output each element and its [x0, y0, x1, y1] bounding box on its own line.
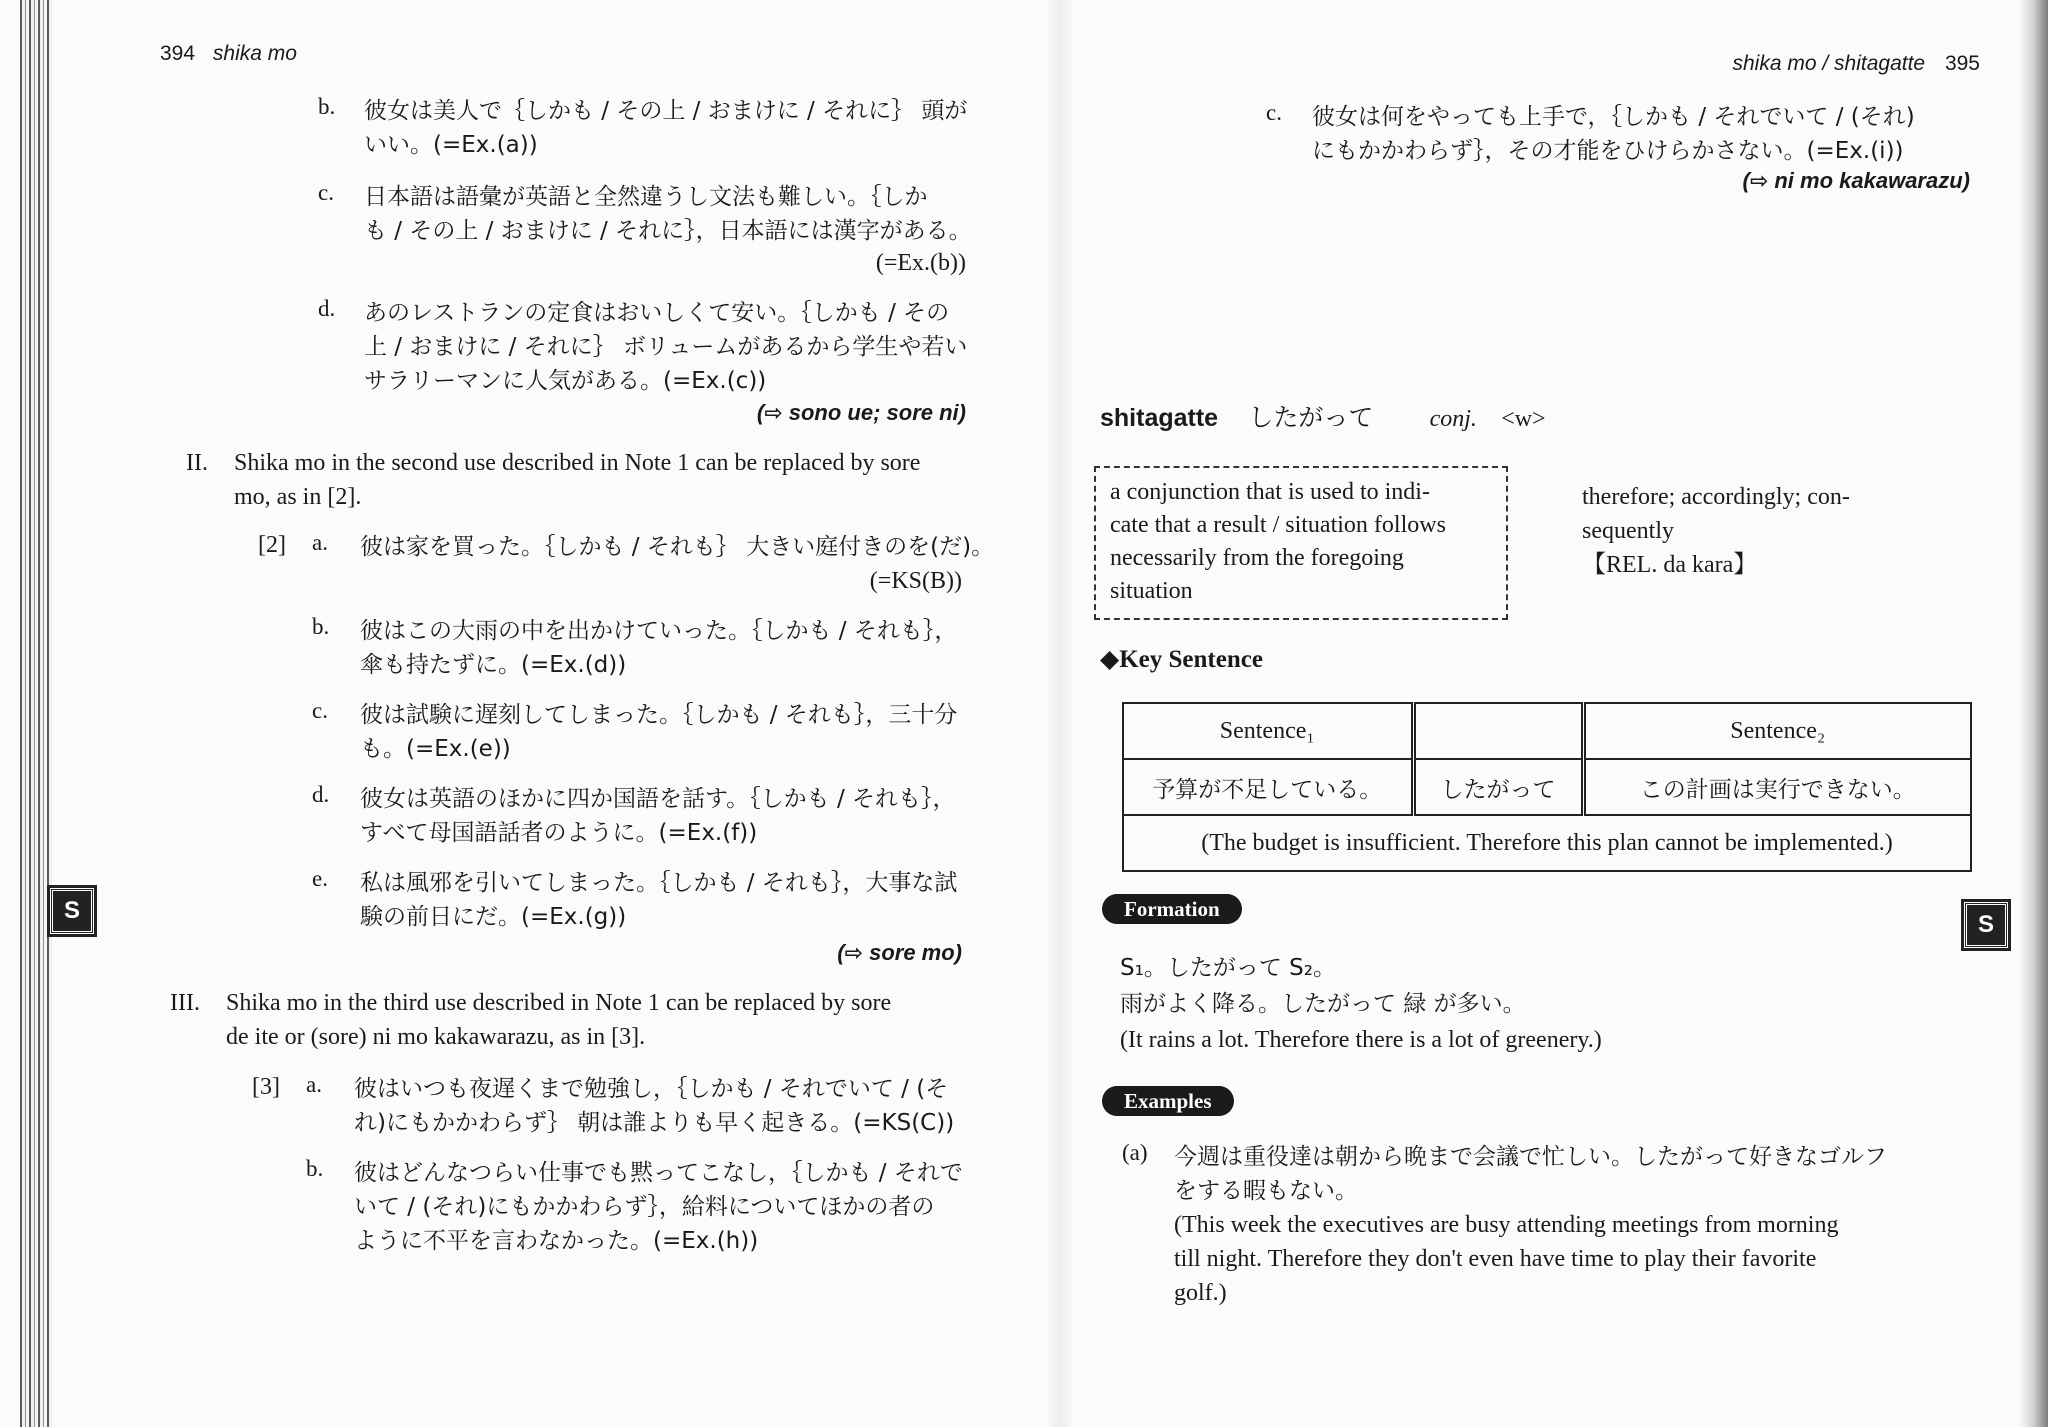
example-sentence: [360, 698, 957, 766]
example-line: 傘も持たずに。(=Ex.(d)): [360, 652, 627, 678]
example-ref: (=KS(B)): [869, 568, 962, 594]
example-label: (a): [1122, 1140, 1148, 1165]
right-page-header: [1620, 52, 1980, 76]
note-numeral: III.: [170, 990, 200, 1016]
formation-pattern: S₁。したがって S₂。: [1120, 955, 1336, 981]
example-line: 私は風邪を引いてしまった。｛しかも / それも｝，大事な試: [360, 870, 958, 896]
note-numeral: II.: [186, 450, 208, 476]
examples-label: Examples: [1102, 1086, 1234, 1116]
example-line: あのレストランの定食はおいしくて安い。｛しかも / その: [364, 300, 950, 326]
example-sentence: [354, 1156, 963, 1258]
example-sentence: [360, 614, 957, 682]
example-line: 験の前日にだ。(=Ex.(g)): [360, 904, 627, 930]
item-label: b.: [318, 94, 336, 119]
table-cell: 予算が不足している。: [1123, 759, 1413, 815]
entry-heading: [1100, 398, 1546, 434]
note-text: [234, 446, 974, 514]
section-tab: S: [50, 888, 94, 934]
right-page-number: 395: [1944, 52, 1980, 75]
example-line: にもかかわらず｝，その才能をひけらかさない。(=Ex.(i)): [1312, 138, 1904, 164]
table-cell: したがって: [1413, 759, 1583, 815]
table-row: [1123, 759, 1971, 815]
right-running-title: shika mo / shitagatte: [1732, 52, 1926, 75]
example-line: 日本語は語彙が英語と全然違うし文法も難しい。｛しか: [364, 184, 928, 210]
item-label: d.: [312, 782, 330, 807]
item-label: b.: [312, 614, 330, 639]
example-line: 彼はこの大雨の中を出かけていった。｛しかも / それも｝，: [360, 618, 958, 644]
key-sentence-heading: ◆Key Sentence: [1100, 646, 1263, 673]
example-line: 彼女は何をやっても上手で，｛しかも / それでいて / (それ): [1312, 104, 1915, 130]
definition-line: situation: [1110, 578, 1193, 604]
related-entries: 【REL. da kara】: [1582, 552, 1758, 578]
item-label: c.: [312, 698, 328, 723]
example-a: [1174, 1140, 1974, 1310]
example-translation-line: golf.): [1174, 1280, 1227, 1306]
see-also-link[interactable]: (⇨ sono ue; sore ni): [756, 400, 966, 425]
item-label: b.: [306, 1156, 324, 1181]
example-line: いい。(=Ex.(a)): [364, 132, 538, 158]
section-tab: S: [1964, 902, 2008, 948]
example-line: 彼女は英語のほかに四か国語を話す。｛しかも / それも｝，: [360, 786, 956, 812]
example-sentence: [360, 782, 956, 850]
example-sentence: [360, 866, 957, 934]
example-line: 彼はいつも夜遅くまで勉強し，｛しかも / それでいて / (そ: [354, 1076, 949, 1102]
table-header-row: [1123, 703, 1971, 759]
right-page: [1060, 0, 2048, 1427]
table-header-cell: [1413, 703, 1583, 759]
example-line: も / その上 / おまけに / それに｝，日本語には漢字がある。: [364, 218, 972, 244]
example-line: 彼はどんなつらい仕事でも黙ってこなし，｛しかも / それで: [354, 1160, 963, 1186]
table-header-cell: Sentence₂: [1583, 703, 1971, 759]
example-line: すべて母国語話者のように。(=Ex.(f)): [360, 820, 758, 846]
see-also-link[interactable]: (⇨ ni mo kakawarazu): [1742, 168, 1970, 193]
definition-line: a conjunction that is used to indi-: [1110, 479, 1430, 505]
entry-pos: conj.: [1429, 406, 1477, 432]
example-line: 今週は重役達は朝から晩まで会議で忙しい。したがって好きなゴルフ: [1174, 1144, 1887, 1170]
key-sentence-table: [1122, 702, 1972, 872]
example-line: れ)にもかかわらず｝ 朝は誰よりも早く起きる。(=KS(C)): [354, 1110, 955, 1136]
example-line: いて / (それ)にもかかわらず｝，給料についてほかの者の: [354, 1194, 935, 1220]
left-page-number: 394: [160, 42, 196, 65]
table-cell: この計画は実行できない。: [1583, 759, 1971, 815]
table-translation-cell: (The budget is insufficient. Therefore this plan cannot be implemented.): [1123, 815, 1971, 871]
example-line: 彼は試験に遅刻してしまった。｛しかも / それも｝，三十分: [360, 702, 958, 728]
english-gloss: [1582, 480, 1974, 582]
entry-register: <w>: [1501, 406, 1546, 432]
item-label: a.: [306, 1072, 322, 1097]
example-line: をする暇もない。: [1174, 1178, 1358, 1204]
formation-example: 雨がよく降る。したがって 緑 が多い。: [1120, 991, 1526, 1017]
gloss-line: therefore; accordingly; con-: [1582, 484, 1850, 510]
example-line: 彼女は美人で｛しかも / その上 / おまけに / それに｝ 頭が: [364, 98, 968, 124]
entry-kana: したがって: [1248, 403, 1374, 432]
example-group-number: [2]: [258, 532, 286, 558]
note-line: Shika mo in the second use described in Note 1 can be replaced by sore: [234, 450, 921, 476]
note-line: de ite or (sore) ni mo kakawarazu, as in [3].: [226, 1024, 646, 1050]
example-group-number: [3]: [252, 1074, 280, 1100]
example-line: 彼は家を買った。｛しかも / それも｝ 大きい庭付きのを(だ)。: [360, 534, 995, 560]
example-translation-line: (This week the executives are busy attending meetings from morning: [1174, 1212, 1839, 1238]
table-header-cell: Sentence₁: [1123, 703, 1413, 759]
formation-translation: (It rains a lot. Therefore there is a lot of greenery.): [1120, 1027, 1602, 1053]
note-text: [226, 986, 966, 1054]
example-sentence: [364, 296, 967, 398]
example-sentence: [360, 530, 994, 564]
entry-romaji: shitagatte: [1100, 404, 1219, 432]
note-line: mo, as in [2].: [234, 484, 362, 510]
gloss-line: sequently: [1582, 518, 1674, 544]
formation-label: Formation: [1102, 894, 1242, 924]
example-sentence: [354, 1072, 954, 1140]
definition-line: cate that a result / situation follows: [1110, 512, 1446, 538]
left-page-header: [160, 42, 297, 66]
item-label: c.: [1266, 100, 1282, 125]
example-sentence: [364, 180, 972, 248]
formation-block: [1120, 950, 1602, 1058]
definition-line: necessarily from the foregoing: [1110, 545, 1404, 571]
example-sentence: [364, 94, 967, 162]
note-line: Shika mo in the third use described in Note 1 can be replaced by sore: [226, 990, 892, 1016]
example-ref: (=Ex.(b)): [875, 250, 966, 276]
see-also-link[interactable]: (⇨ sore mo): [837, 940, 962, 965]
item-label: e.: [312, 866, 328, 891]
item-label: d.: [318, 296, 336, 321]
definition-box: [1094, 466, 1508, 620]
item-label: c.: [318, 180, 334, 205]
example-line: ように不平を言わなかった。(=Ex.(h)): [354, 1228, 759, 1254]
example-line: サラリーマンに人気がある。(=Ex.(c)): [364, 368, 767, 394]
item-label: a.: [312, 530, 328, 555]
example-sentence: [1312, 100, 1915, 168]
example-translation-line: till night. Therefore they don't even have time to play their favorite: [1174, 1246, 1817, 1272]
example-line: 上 / おまけに / それに｝ ボリュームがあるから学生や若い: [364, 334, 968, 360]
example-line: も。(=Ex.(e)): [360, 736, 511, 762]
left-running-title: shika mo: [212, 42, 297, 65]
table-row: [1123, 815, 1971, 871]
